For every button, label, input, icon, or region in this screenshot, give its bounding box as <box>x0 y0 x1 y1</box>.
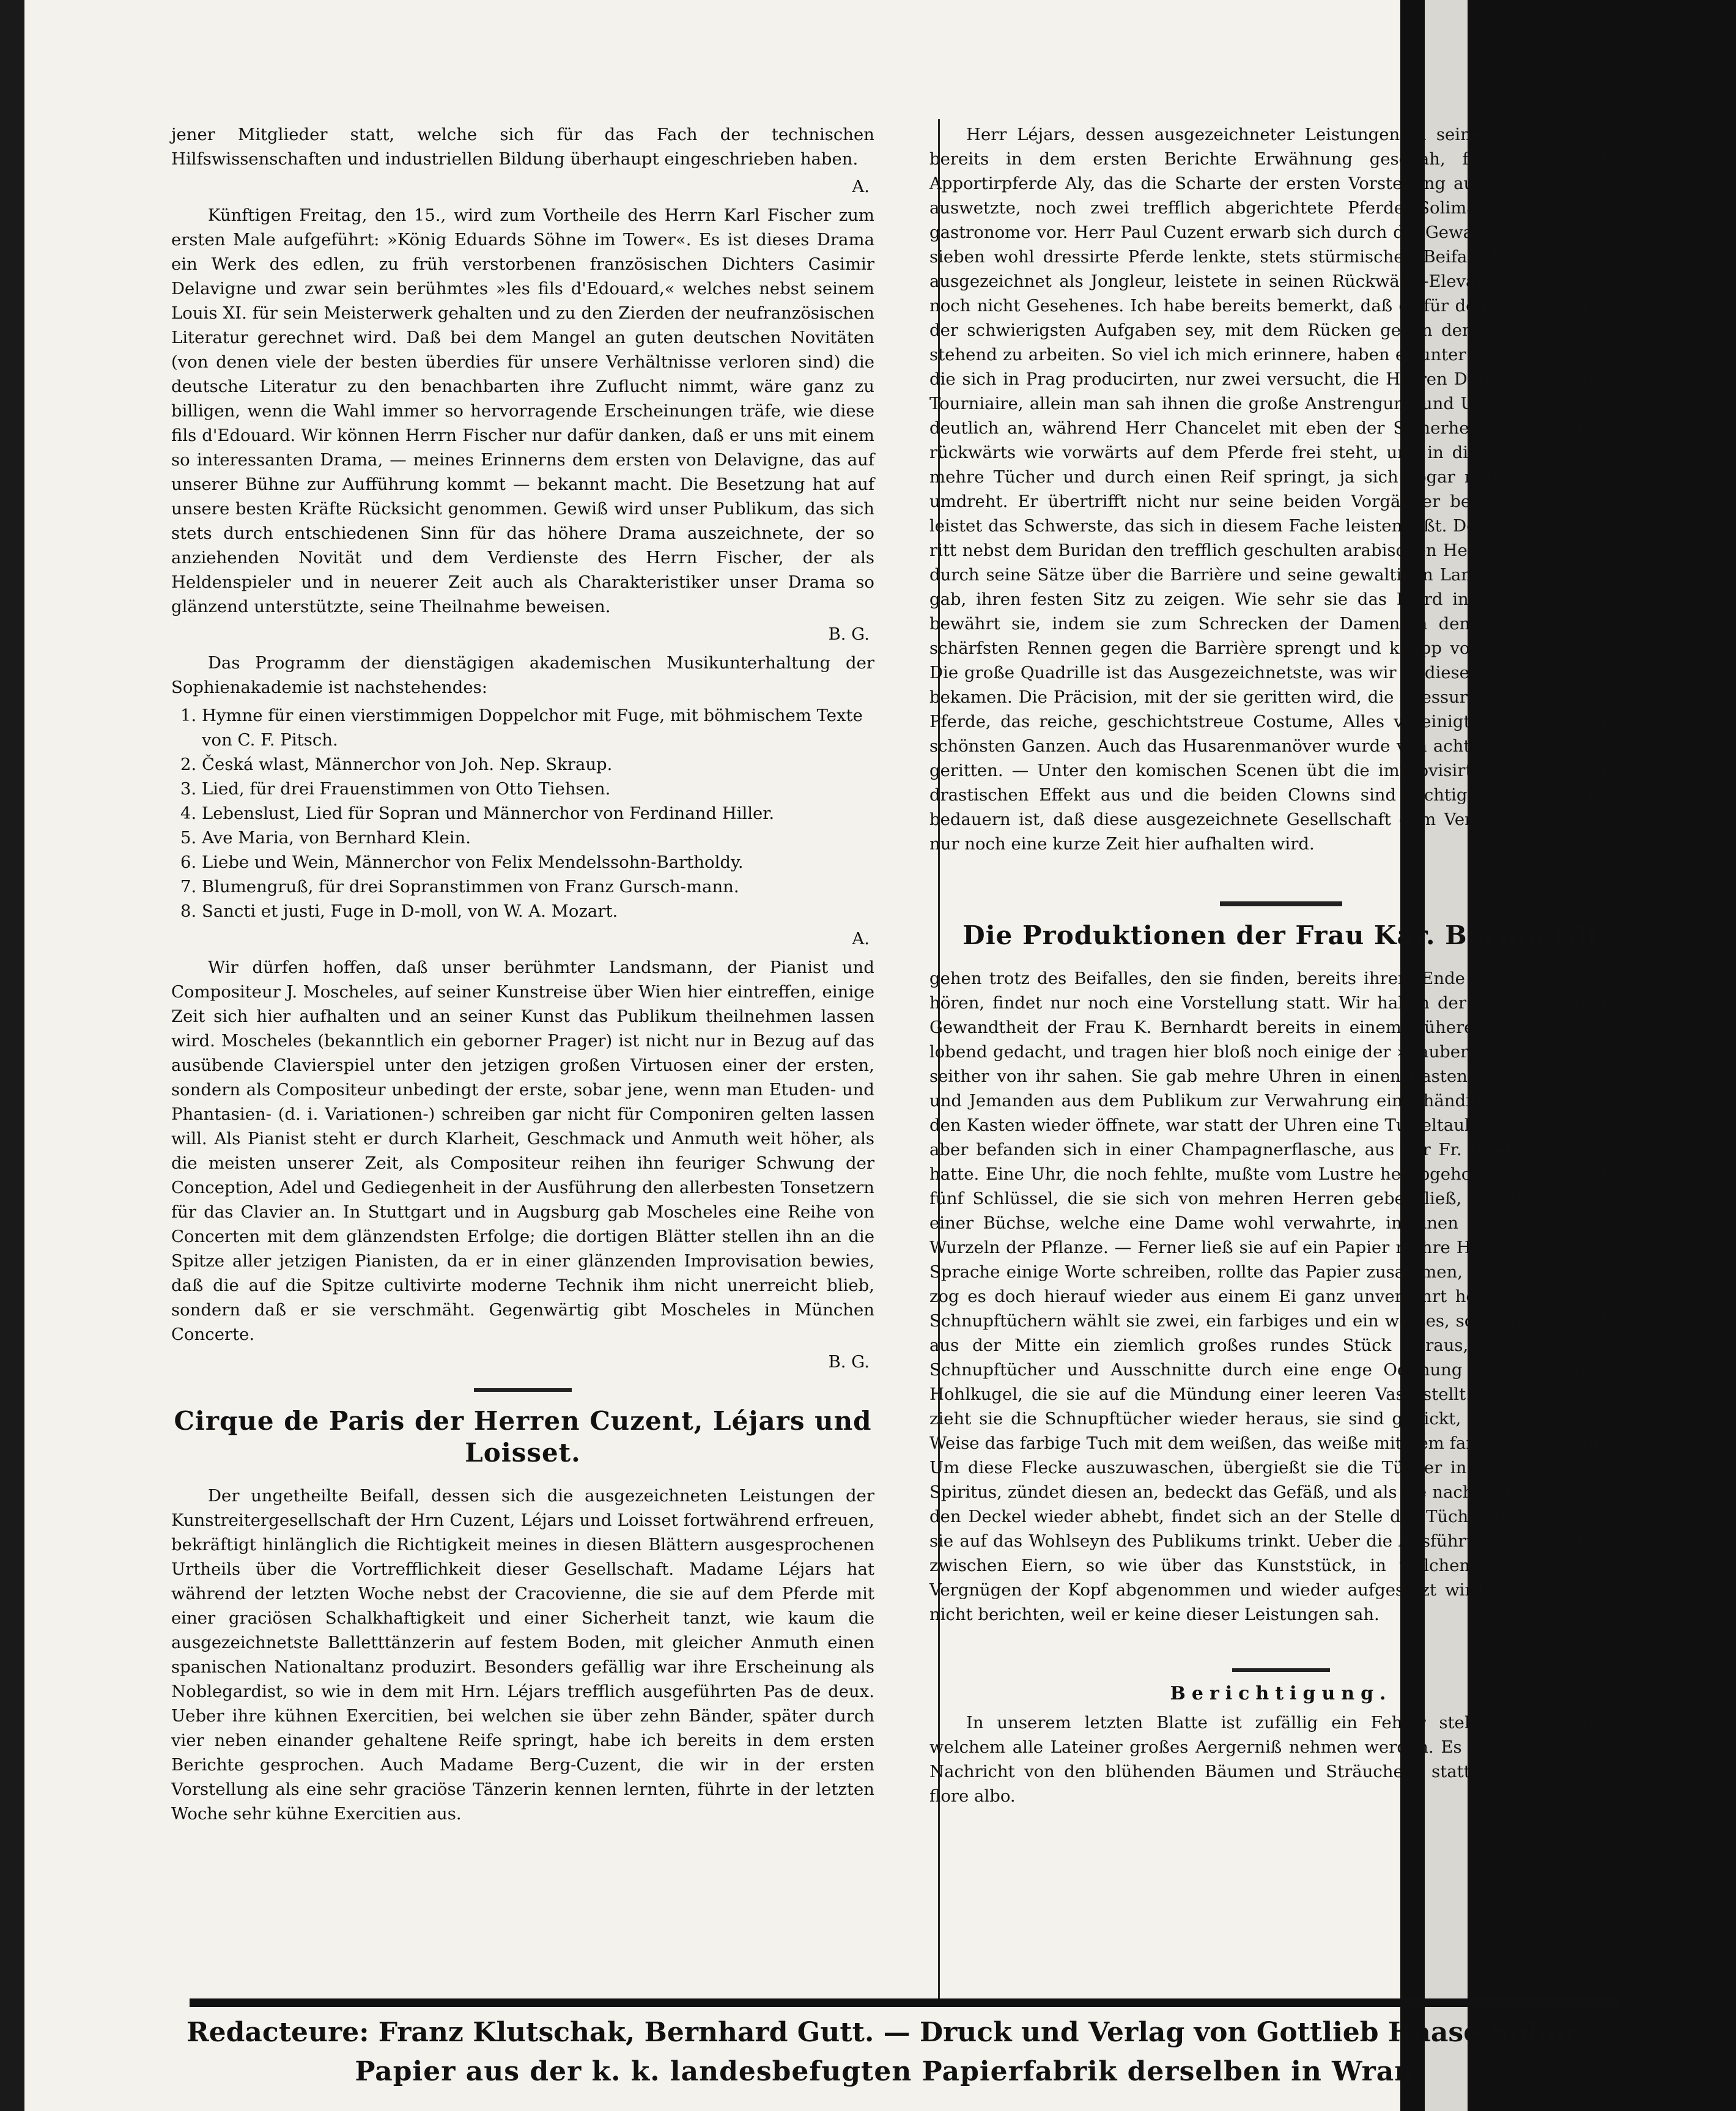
program-item: 6. Liebe und Wein, Männerchor von Felix Mendelssohn-Bartholdy. <box>202 850 874 874</box>
signature: B. G. <box>828 624 870 644</box>
section-ornament <box>474 1388 572 1392</box>
imprint-line-1: Redacteure: Franz Klutschak, Bernhard Gutt. — Druck und Verlag von Gottlieb Haase Söhne. <box>187 2017 1593 2048</box>
article-moscheles: Wir dürfen hoffen, daß unser berühmter Landsmann, der Pianist und Compositeur J. Moscheles, auf seiner Kunstreise über Wien hier eintreffen, einige Zeit sich hier aufhalten und an seiner Kunst das Publikum theilnehmen lassen wird. Moscheles (bekanntlich ein geborner Prager) ist nicht nur in Bezug auf das ausübende Clavierspiel unter den jetzigen großen Virtuosen einer der ersten, sondern als Compositeur unbedingt der erste, sobar jene, wenn man Etuden- und Phantasien- (d. i. Variationen-) schreiben gar nicht für Componiren gelten lassen will. Als Pianist steht er durch Klarheit, Geschmack und Anmuth weit höher, als die meisten unserer Zeit, als Compositeur reihen ihn feuriger Schwung der Conception, Adel und Gediegenheit in der Ausführung den allerbesten Tonsetzern für das Clavier an. In Stuttgart und in Augsburg gab Moscheles eine Reihe von Concerten mit dem glänzendsten Erfolge; die dortigen Blätter stellen ihn an die Spitze aller jetzigen Pianisten, da er in einer glänzenden Improvisation bewies, daß die auf die Spitze cultivirte moderne Technik ihm nicht unerreicht blieb, sondern daß er sie verschmäht. Gegenwärtig gibt Moscheles in München Concerte. <box>171 958 874 1344</box>
imprint-footer <box>171 2013 1608 2091</box>
signature: A. <box>852 929 870 948</box>
article-program-intro: Das Programm der dienstägigen akademischen Musikunterhaltung der Sophienakademie ist nachstehendes: <box>171 653 874 697</box>
article-lejars: Herr Léjars, dessen ausgezeichneter Leistungen in seinem Course rapide bereits in dem ersten Berichte Erwähnung geschah, führte nebst dem Apportirpferde Aly, das die Scharte der ersten Vorstellung auf das Rühmlichste auswetzte, noch zwei trefflich abgerichtete Pferde Soliman und le cheval gastronome vor. Herr Paul Cuzent erwarb sich durch die Gewandtheit, mit der er sieben wohl dressirte Pferde lenkte, stets stürmischen Beifall. Herr Chancelet, ausgezeichnet als Jongleur, leistete in seinen Rückwärts-Elevationen bisher hier noch nicht Gesehenes. Ich habe bereits bemerkt, daß es für den Kunstreiter eine der schwierigsten Aufgaben sey, mit dem Rücken gegen den Kopf des Pferdes stehend zu arbeiten. So viel ich mich erinnere, haben es unter allen Kunstreitern, die sich in Prag producirten, nur zwei versucht, die Herren Dumos und François Tourniaire, allein man sah ihnen die große Anstrengung und Unsicherheit nur zu deutlich an, während Herr Chancelet mit eben der Sicherheit und Leichtigkeit rückwärts wie vorwärts auf dem Pferde frei steht, und in dieser Stellung über mehre Tücher und durch einen Reif springt, ja sich sogar mitten im Sprunge umdreht. Er übertrifft nicht nur seine beiden Vorgänger bei weitem, sondern leistet das Schwerste, das sich in diesem Fache leisten läßt. Dem. Pauline Cuzent ritt nebst dem Buridan den trefflich geschulten arabischen Hengst Auriol, der ihr durch seine Sätze über die Barrière und seine gewaltigen Lancaden Gelegenheit gab, ihren festen Sitz zu zeigen. Wie sehr sie das Pferd in ihrer Gewalt hat, bewährt sie, indem sie zum Schrecken der Damen in den ersten Sitzen im schärfsten Rennen gegen die Barrière sprengt und knapp vor derselben parirt. Die große Quadrille ist das Ausgezeichnetste, was wir in dieser Art hier zu sehen bekamen. Die Präcision, mit der sie geritten wird, die Dressur und Schönheit der Pferde, das reiche, geschichtstreue Costume, Alles vereinigt sich hier zu dem schönsten Ganzen. Auch das Husarenmanöver wurde von acht Damen recht brav geritten. — Unter den komischen Scenen übt die improvisirte Cavallerie einen drastischen Effekt aus und die beiden Clowns sind tüchtige Gymnastiker. Zu bedauern ist, daß diese ausgezeichnete Gesellschaft dem Vernehmen nach sich nur noch eine kurze Zeit hier aufhalten wird. <box>929 125 1633 854</box>
section-ornament <box>1232 1668 1330 1672</box>
heading-berichtigung: Berichtigung. <box>1170 1683 1392 1704</box>
heading-bernhardt: Die Produktionen der Frau Kar. Bernhardt <box>962 920 1600 950</box>
program-item: 8. Sancti et justi, Fuge in D-moll, von W. A. Mozart. <box>202 899 874 923</box>
article-berichtigung: In unserem letzten Blatte ist zufällig ein Fehler stehen geblieben, an welchem alle Lateiner großes Aergerniß nehmen werden. Es soll nämlich in der Nachricht von den blühenden Bäumen und Sträuchern statt floro albo heißen flore albo. <box>929 1713 1633 1806</box>
program-item: 1. Hymne für einen vierstimmigen Doppelchor mit Fuge, mit böhmischem Texte von C. F. Pitsch. <box>202 703 874 752</box>
program-item: 7. Blumengruß, für drei Sopranstimmen von Franz Gursch-mann. <box>202 874 874 899</box>
right-column <box>929 122 1633 1812</box>
section-ornament <box>1220 901 1342 906</box>
article-bernhardt: gehen trotz des Beifalles, den sie finden, bereits ihrem Ende entgegen. Wie wir hören, findet nur noch eine Vorstellung statt. Wir haben der außerordentlichen Gewandtheit der Frau K. Bernhardt bereits in einem früheren Artikel (N. 131) lobend gedacht, und tragen hier bloß noch einige der »Zaubereien« nach, die wir seither von ihr sahen. Sie gab mehre Uhren in einen Kasten, der verschlossen, und Jemanden aus dem Publikum zur Verwahrung eingehändigt wurde. Als man den Kasten wieder öffnete, war statt der Uhren eine Turteltaube darin, die Uhren aber befanden sich in einer Champagnerflasche, aus der Fr. B. eben getrunken hatte. Eine Uhr, die noch fehlte, mußte vom Lustre herabgeholt werden. — Etwa fünf Schlüssel, die sie sich von mehren Herren geben ließ, prakticirte sie aus einer Büchse, welche eine Dame wohl verwahrte, in einen Blumentopf an die Wurzeln der Pflanze. — Ferner ließ sie auf ein Papier mehre Herren in beliebiger Sprache einige Worte schreiben, rollte das Papier zusammen, verbrannte es, und zog es doch hierauf wieder aus einem Ei ganz unversehrt heraus. Aus mehren Schnupftüchern wählt sie zwei, ein farbiges und ein weißes, schneidet von jedem aus der Mitte ein ziemlich großes rundes Stück heraus, und stopft dann Schnupftücher und Ausschnitte durch eine enge Oeffnung in eine metallene Hohlkugel, die sie auf die Mündung einer leeren Vase stellt. Nach einer Weile zieht sie die Schnupftücher wieder heraus, sie sind geflickt, aber unglücklicher Weise das farbige Tuch mit dem weißen, das weiße mit dem farbigen Ausschnitte. Um diese Flecke auszuwaschen, übergießt sie die Tücher in einem Gefäße mit Spiritus, zündet diesen an, bedeckt das Gefäß, und als sie nach einigen Sekunden den Deckel wieder abhebt, findet sich an der Stelle der Tücher Punsch vor, den sie auf das Wohlseyn des Publikums trinkt. Ueber die Ausführung des Solotanzes zwischen Eiern, so wie über das Kunststück, in welchem »Jemanden zum Vergnügen der Kopf abgenommen und wieder aufgesetzt wird«, kann Referent nicht berichten, weil er keine dieser Leistungen sah. <box>929 969 1633 1624</box>
imprint-line-2: Papier aus der k. k. landesbefugten Papierfabrik derselben in Wran. <box>355 2056 1425 2087</box>
footer-rule <box>190 1998 1620 2007</box>
article-cirque: Der ungetheilte Beifall, dessen sich die ausgezeichneten Leistungen der Kunstreitergesellschaft der Hrn Cuzent, Léjars und Loisset fortwährend erfreuen, bekräftigt hinlänglich die Richtigkeit meines in diesen Blättern ausgesprochenen Urtheils über die Vortrefflichkeit dieser Gesellschaft. Madame Léjars hat während der letzten Woche nebst der Cracovienne, die sie auf dem Pferde mit einer graciösen Schalkhaftigkeit und einer Sicherheit tanzt, wie kaum die ausgezeichnetste Balletttänzerin auf festem Boden, mit gleicher Anmuth einen spanischen Nationaltanz produzirt. Besonders gefällig war ihre Erscheinung als Noblegardist, so wie in dem mit Hrn. Léjars trefflich ausgeführten Pas de deux. Ueber ihre kühnen Exercitien, bei welchen sie über zehn Bänder, später durch vier neben einander gehaltene Reife springt, habe ich bereits in dem ersten Berichte gesprochen. Auch Madame Berg-Cuzent, die wir in der ersten Vorstellung als eine sehr graciöse Tänzerin kennen lernten, führte in der letzten Woche sehr kühne Exercitien aus. <box>171 1486 874 1824</box>
program-item: 4. Lebenslust, Lied für Sopran und Männerchor von Ferdinand Hiller. <box>202 801 874 826</box>
left-column <box>171 122 874 1830</box>
signature: —C. <box>1593 1632 1628 1652</box>
article-fischer-drama: Künftigen Freitag, den 15., wird zum Vortheile des Herrn Karl Fischer zum ersten Male aufgeführt: »König Eduards Söhne im Tower«. Es ist dieses Drama ein Werk des edlen, zu früh verstorbenen französischen Dichters Casimir Delavigne und zwar sein berühmtes »les fils d'Edouard,« welches nebst seinem Louis XI. für sein Meisterwerk gehalten und zu den Zierden der neufranzösischen Literatur gerechnet wird. Daß bei dem Mangel an guten deutschen Novitäten (von denen viele der besten überdies für unsere Verhältnisse verloren sind) die deutsche Literatur zu den benachbarten ihre Zuflucht nimmt, wäre ganz zu billigen, wenn die Wahl immer so hervorragende Erscheinungen träfe, wie diese fils d'Edouard. Wir können Herrn Fischer nur dafür danken, daß er uns mit einem so interessanten Drama, — meines Erinnerns dem ersten von Delavigne, das auf unserer Bühne zur Aufführung kommt — bekannt macht. Die Besetzung hat auf unsere besten Kräfte Rücksicht genommen. Gewiß wird unser Publikum, das sich stets durch entschiedenen Sinn für das höhere Drama auszeichnete, der so anziehenden Novität und dem Verdienste des Herrn Fischer, der als Heldenspieler und in neuerer Zeit auch als Charakteristiker unser Drama so glänzend unterstützte, seine Theilnahme beweisen. <box>171 205 874 616</box>
program-item: 2. Česká wlast, Männerchor von Joh. Nep. Skraup. <box>202 752 874 777</box>
program-list <box>171 703 874 923</box>
article-technical-fragment: jener Mitglieder statt, welche sich für das Fach der technischen Hilfswissenschaften und industriellen Bildung überhaupt eingeschrieben haben. <box>171 125 874 169</box>
heading-cirque-de-paris: Cirque de Paris der Herren Cuzent, Léjars und Loisset. <box>174 1406 872 1468</box>
program-item: 5. Ave Maria, von Bernhard Klein. <box>202 826 874 850</box>
signature: B. G. <box>828 1352 870 1372</box>
signature: A. <box>852 177 870 196</box>
program-item: 3. Lied, für drei Frauenstimmen von Otto Tiehsen. <box>202 777 874 801</box>
signature: H. <box>1608 862 1628 881</box>
